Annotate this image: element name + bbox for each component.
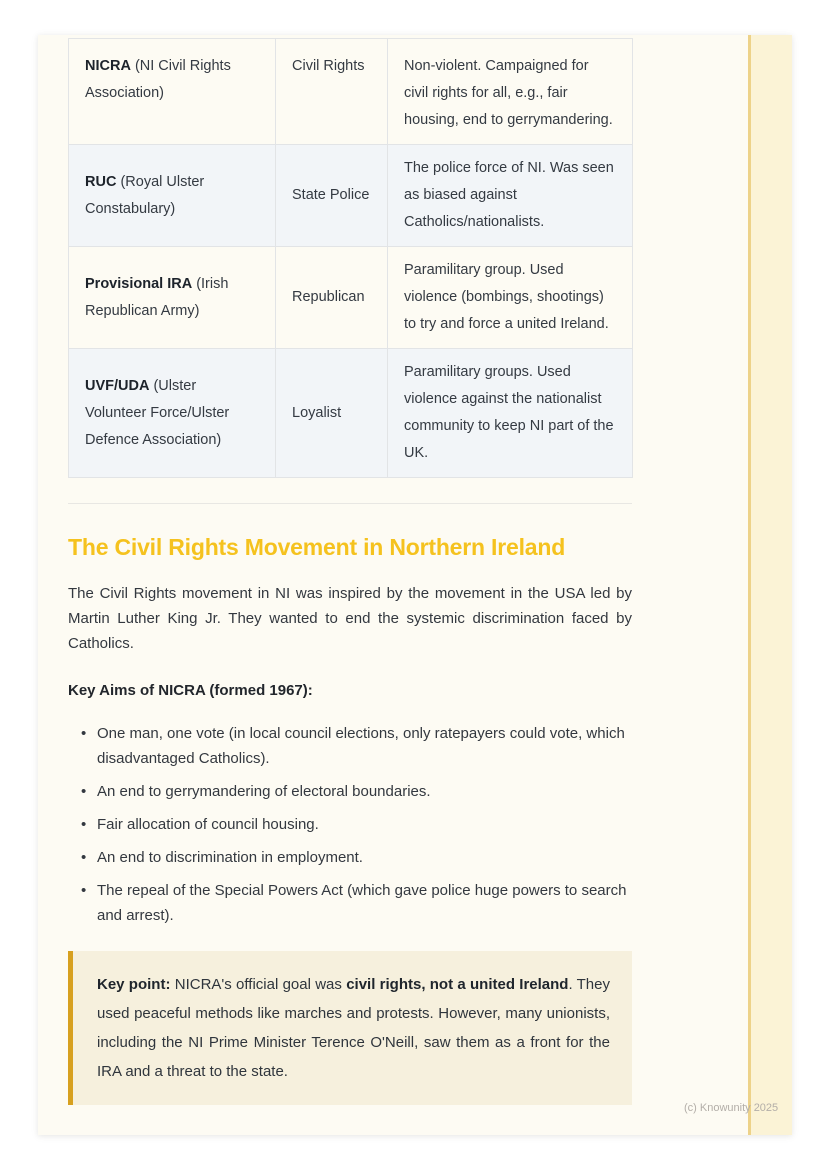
keypoint-text-bold: civil rights, not a united Ireland xyxy=(346,976,569,993)
table-row xyxy=(69,247,633,349)
org-name-bold: NICRA xyxy=(85,58,131,74)
org-name-rest: (NI Civil Rights Association) xyxy=(85,58,231,101)
org-name-bold: Provisional IRA xyxy=(85,275,193,292)
list-item: • An end to gerrymandering of electoral boundaries. xyxy=(68,779,632,804)
org-name-cell xyxy=(69,349,276,478)
org-name-bold: UVF/UDA xyxy=(85,377,150,394)
org-name-rest: (Royal Ulster Constabulary) xyxy=(85,173,205,217)
org-type-cell: State Police xyxy=(276,145,388,247)
section-heading: The Civil Rights Movement in Northern Ireland xyxy=(68,534,566,560)
list-item: • The repeal of the Special Powers Act (which gave police huge powers to search and arrest). xyxy=(68,878,632,928)
org-name-rest: (Ulster Volunteer Force/Ulster Defence Association) xyxy=(85,377,230,448)
org-name-cell xyxy=(69,145,276,247)
keypoint-callout xyxy=(68,951,632,1105)
list-item: • An end to discrimination in employment. xyxy=(68,845,632,870)
org-name-rest: (Irish Republican Army) xyxy=(85,275,229,319)
list-item: • Fair allocation of council housing. xyxy=(68,812,632,837)
document-page xyxy=(38,35,792,1135)
table-row xyxy=(69,39,633,145)
keypoint-text-after-bold: . They used peaceful methods like marches and protests. However, many unionists, including the NI Prime Minister Terence O'Neill, saw them as a front for the IRA and a threat to the state. xyxy=(97,976,610,1080)
table-row xyxy=(69,349,633,478)
org-name-bold: RUC xyxy=(85,173,117,190)
org-description-cell: The police force of NI. Was seen as biased against Catholics/nationalists. xyxy=(388,145,633,247)
org-type-cell: Loyalist xyxy=(276,349,388,478)
section-divider xyxy=(68,503,632,504)
org-type-cell: Civil Rights xyxy=(276,39,388,145)
keypoint-text xyxy=(97,970,610,1086)
keypoint-text-before-bold: NICRA's official goal was xyxy=(170,976,347,993)
org-description-cell: Paramilitary groups. Used violence against the nationalist community to keep NI part of the UK. xyxy=(388,349,633,478)
aims-heading: Key Aims of NICRA (formed 1967): xyxy=(68,682,313,699)
page-content xyxy=(68,38,632,1105)
org-name-cell xyxy=(69,39,276,145)
org-description-cell: Paramilitary group. Used violence (bombings, shootings) to try and force a united Ireland. xyxy=(388,247,633,349)
list-item: • One man, one vote (in local council elections, only ratepayers could vote, which disadvantaged Catholics). xyxy=(68,721,632,771)
org-type-cell: Republican xyxy=(276,247,388,349)
page-edge-stripe xyxy=(748,35,792,1135)
intro-paragraph: The Civil Rights movement in NI was inspired by the movement in the USA led by Martin Luther King Jr. They wanted to end the systemic discrimination faced by Catholics. xyxy=(68,585,632,652)
org-description-cell: Non-violent. Campaigned for civil rights for all, e.g., fair housing, end to gerrymandering. xyxy=(388,39,633,145)
org-name-cell xyxy=(69,247,276,349)
aims-list xyxy=(68,721,632,928)
keypoint-label: Key point: xyxy=(97,976,171,993)
copyright-watermark: (c) Knowunity 2025 xyxy=(684,1102,779,1114)
organisations-table xyxy=(68,38,633,478)
table-row xyxy=(69,145,633,247)
